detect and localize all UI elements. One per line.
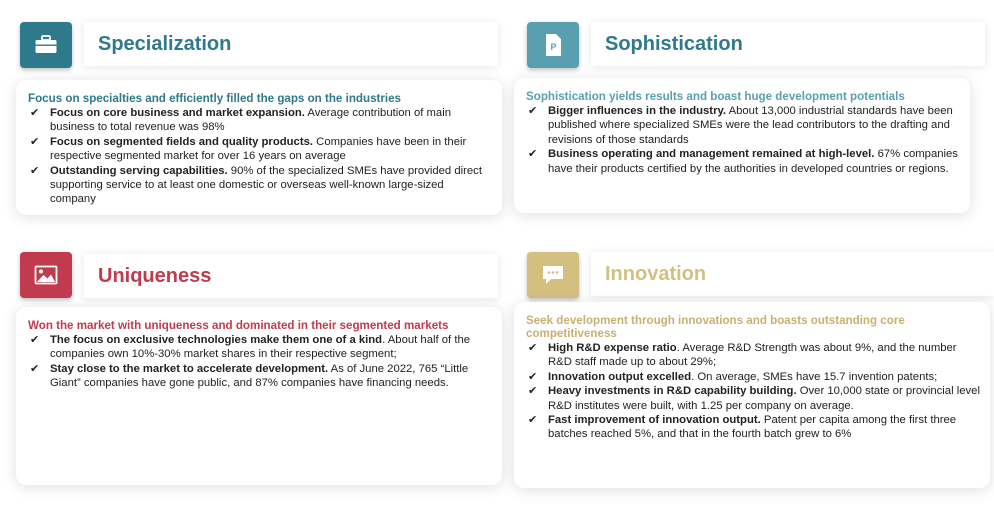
specialization-title: Specialization xyxy=(84,22,498,66)
check-icon: ✔ xyxy=(30,362,40,375)
list-item: ✔ Focus on segmented fields and quality products. Companies have been in their respective segmented market for over 16 years on average xyxy=(30,135,467,163)
uniqueness-title: Uniqueness xyxy=(84,254,498,298)
uniqueness-icon-box xyxy=(20,252,72,298)
list-item: ✔ Heavy investments in R&D capability building. Over 10,000 state or provincial level R&D institutes were built, with 1.25 per company on average. xyxy=(528,385,980,412)
check-icon: ✔ xyxy=(528,414,538,427)
list-item: ✔ Outstanding serving capabilities. 90% of the specialized SMEs have provided direct supporting service to at least one domestic or overseas well-known large-sized company xyxy=(30,164,482,206)
chat-bubble-icon xyxy=(541,264,565,286)
check-icon: ✔ xyxy=(528,385,538,398)
list-item: ✔ The focus on exclusive technologies make them one of a kind. About half of the companies own 10%-30% market shares in their respective segment; xyxy=(30,334,471,361)
sophistication-list xyxy=(526,104,960,176)
uniqueness-list xyxy=(28,333,492,391)
list-item: ✔ Fast improvement of innovation output. Patent per capita among the first three batches reached 5%, and that in the fourth batch grew to 6% xyxy=(528,414,957,441)
check-icon: ✔ xyxy=(30,334,40,346)
innovation-list xyxy=(526,341,980,442)
list-item: ✔ Stay close to the market to accelerate development. As of June 2022, 765 “Little Giant” companies have gone public, and 87% companies have financing needs. xyxy=(30,362,469,390)
sophistication-icon-box xyxy=(527,22,579,68)
specialization-card xyxy=(16,80,502,215)
specialization-list xyxy=(28,106,492,207)
check-icon: ✔ xyxy=(30,107,40,119)
list-item: ✔ Bigger influences in the industry. About 13,000 industrial standards have been published where specialized SMEs were the lead contributors to the drafting and revisions of those standards xyxy=(528,105,953,146)
check-icon: ✔ xyxy=(30,135,40,148)
list-item: ✔ Innovation output excelled. On average, SMEs have 15.7 invention patents; xyxy=(528,370,938,383)
sophistication-card xyxy=(514,78,970,213)
specialization-subhead: Focus on specialties and efficiently filled the gaps on the industries xyxy=(28,92,402,105)
check-icon: ✔ xyxy=(528,342,538,354)
check-icon: ✔ xyxy=(528,370,538,383)
sophistication-title: Sophistication xyxy=(591,22,985,66)
list-item: ✔ Business operating and management remained at high-level. 67% companies have their products certified by the authorities in developed countries or regions. xyxy=(528,148,958,175)
document-icon xyxy=(543,33,563,57)
uniqueness-card xyxy=(16,307,502,485)
list-item: ✔ High R&D expense ratio. Average R&D Strength was about 9%, and the number R&D staff made up to about 29%; xyxy=(528,342,957,369)
check-icon: ✔ xyxy=(30,164,40,177)
sophistication-subhead: Sophistication yields results and boast huge development potentials xyxy=(526,90,905,103)
specialization-icon-box xyxy=(20,22,72,68)
image-icon xyxy=(34,265,58,285)
uniqueness-subhead: Won the market with uniqueness and dominated in their segmented markets xyxy=(28,319,449,332)
check-icon: ✔ xyxy=(528,105,538,117)
innovation-icon-box xyxy=(527,252,579,298)
list-item: ✔ Focus on core business and market expansion. Average contribution of main business to total revenue was 98% xyxy=(30,107,452,134)
innovation-subhead: Seek development through innovations and boasts outstanding core competitiveness xyxy=(526,314,905,340)
innovation-card xyxy=(514,302,990,488)
svg-text:P: P xyxy=(550,42,557,52)
check-icon: ✔ xyxy=(528,148,538,161)
innovation-title: Innovation xyxy=(591,252,994,296)
briefcase-icon xyxy=(34,35,58,55)
